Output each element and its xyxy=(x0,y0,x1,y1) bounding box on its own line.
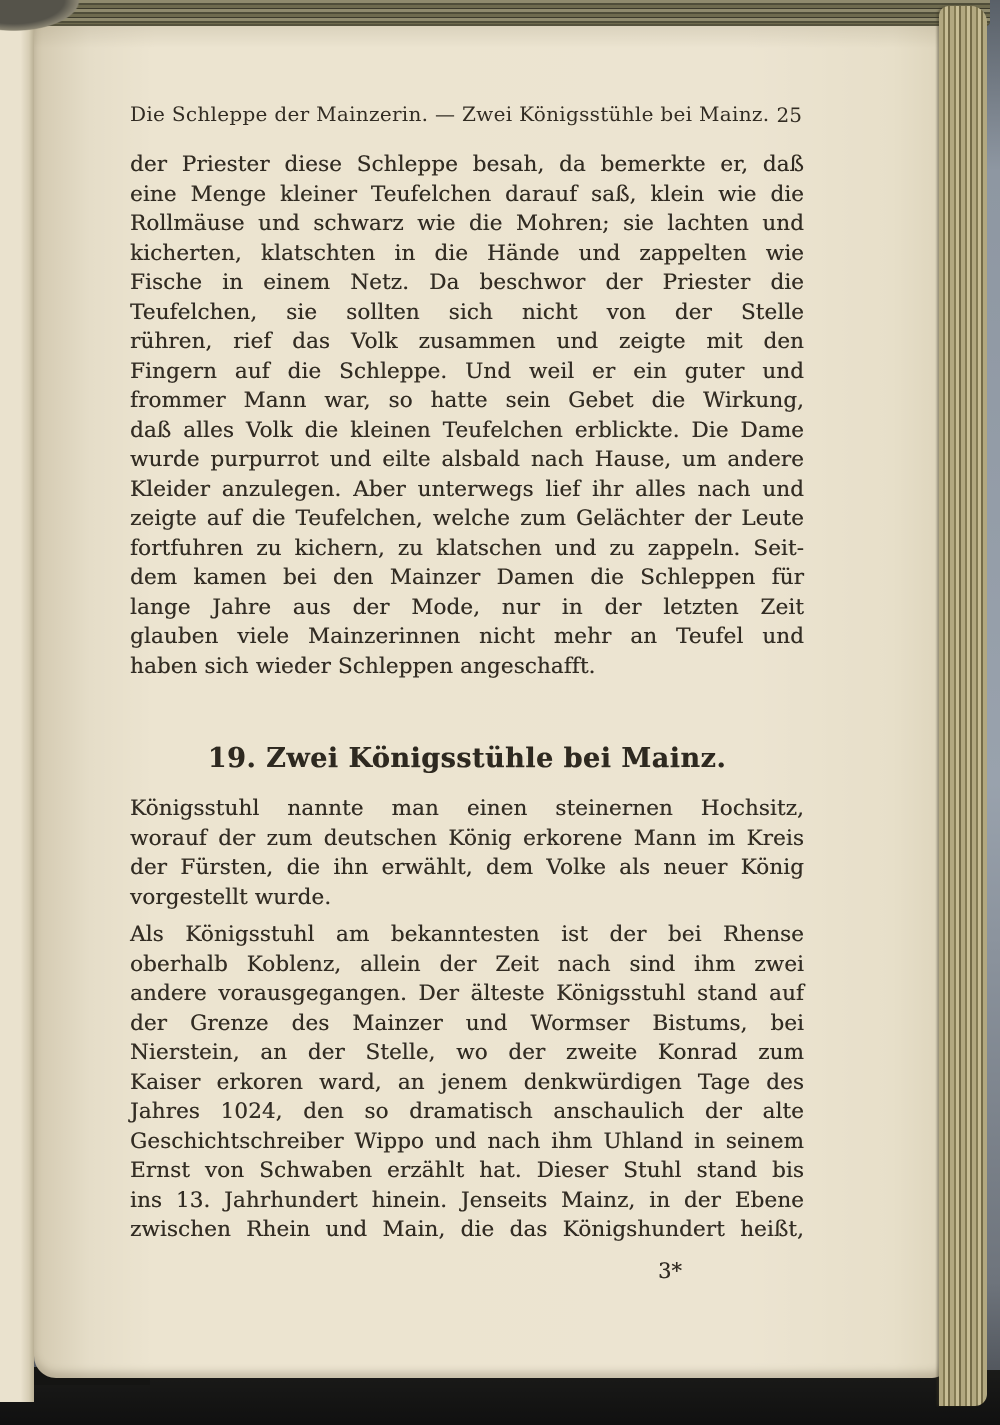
text-line: der Priester diese Schleppe besah, da bemerkte er, daß xyxy=(130,152,804,177)
text-line: wurde purpurrot und eilte alsbald nach Hause, um andere xyxy=(130,447,804,472)
text-line: rühren, rief das Volk zusammen und zeigte mit den xyxy=(130,329,804,354)
page-stack-top-edge xyxy=(0,0,990,26)
text-line: Teufelchen, sie sollten sich nicht von der Stelle xyxy=(130,299,804,325)
text-line: eine Menge kleiner Teufelchen darauf saß, klein wie die xyxy=(130,181,804,207)
text-line: andere vorausgegangen. Der älteste Königsstuhl stand auf xyxy=(130,981,804,1006)
text-line: oberhalb Koblenz, allein der Zeit nach sind ihm zwei xyxy=(130,951,804,977)
text-line: Kleider anzulegen. Aber unterwegs lief ihr alles nach und xyxy=(130,476,804,502)
signature-mark: 3* xyxy=(658,1258,682,1283)
text-line: vorgestellt wurde. xyxy=(130,884,332,910)
page-stack-right-edge xyxy=(939,6,987,1406)
text-line: Fische in einem Netz. Da beschwor der Priester die xyxy=(130,270,804,295)
text-line: Nierstein, an der Stelle, wo der zweite Konrad zum xyxy=(130,1040,804,1065)
text-line: Ernst von Schwaben erzählt hat. Dieser Stuhl stand bis xyxy=(130,1158,804,1183)
text-line: Jahres 1024, den so dramatisch anschaulich der alte xyxy=(130,1099,804,1124)
book-cover-corner xyxy=(0,0,92,36)
page-number: 25 xyxy=(776,103,802,127)
text-line: dem kamen bei den Mainzer Damen die Schleppen für xyxy=(130,565,804,590)
text-line: fortfuhren zu kichern, zu klatschen und zu zappeln. Seit- xyxy=(130,535,804,561)
text-line: daß alles Volk die kleinen Teufelchen erblickte. Die Dame xyxy=(130,417,804,443)
text-line: Kaiser erkoren ward, an jenem denkwürdigen Tage des xyxy=(130,1069,804,1095)
text-line: frommer Mann war, so hatte sein Gebet die Wirkung, xyxy=(130,388,804,413)
text-line: haben sich wieder Schleppen angeschafft. xyxy=(130,653,596,679)
text-line: Fingern auf die Schleppe. Und weil er ein guter und xyxy=(130,358,804,384)
paragraph-koenigsstuhl-history xyxy=(130,920,804,1245)
running-header-title: Die Schleppe der Mainzerin. — Zwei Königsstühle bei Mainz. xyxy=(130,102,770,126)
text-line: Geschichtschreiber Wippo und nach ihm Uhland in seinem xyxy=(130,1128,804,1154)
section-heading: 19. Zwei Königsstühle bei Mainz. xyxy=(207,743,727,774)
text-line: Rollmäuse und schwarz wie die Mohren; sie lachten und xyxy=(130,211,804,236)
paragraph-schleppe xyxy=(130,150,804,681)
text-line: glauben viele Mainzerinnen nicht mehr an Teufel und xyxy=(130,624,804,649)
text-line: ins 13. Jahrhundert hinein. Jenseits Mainz, in der Ebene xyxy=(130,1187,804,1213)
scan-background-bottom xyxy=(0,1370,1000,1425)
running-header xyxy=(130,102,804,126)
text-line: der Grenze des Mainzer und Wormser Bistums, bei xyxy=(130,1010,804,1036)
text-line: zwischen Rhein und Main, die das Königshundert heißt, xyxy=(130,1217,804,1242)
text-line: lange Jahre aus der Mode, nur in der letzten Zeit xyxy=(130,594,804,620)
text-line: worauf der zum deutschen König erkorene Mann im Kreis xyxy=(130,825,804,851)
paragraph-koenigsstuhl-intro xyxy=(130,794,804,912)
page-content xyxy=(130,102,804,1283)
text-line: Königsstuhl nannte man einen steinernen Hochsitz, xyxy=(130,796,804,821)
book-page xyxy=(34,22,948,1378)
text-line: zeigte auf die Teufelchen, welche zum Gelächter der Leute xyxy=(130,506,804,531)
facing-page-sliver xyxy=(0,24,34,1402)
text-line: Als Königsstuhl am bekanntesten ist der bei Rhense xyxy=(130,922,804,947)
text-line: der Fürsten, die ihn erwählt, dem Volke als neuer König xyxy=(130,855,804,880)
text-line: kicherten, klatschten in die Hände und zappelten wie xyxy=(130,240,804,266)
